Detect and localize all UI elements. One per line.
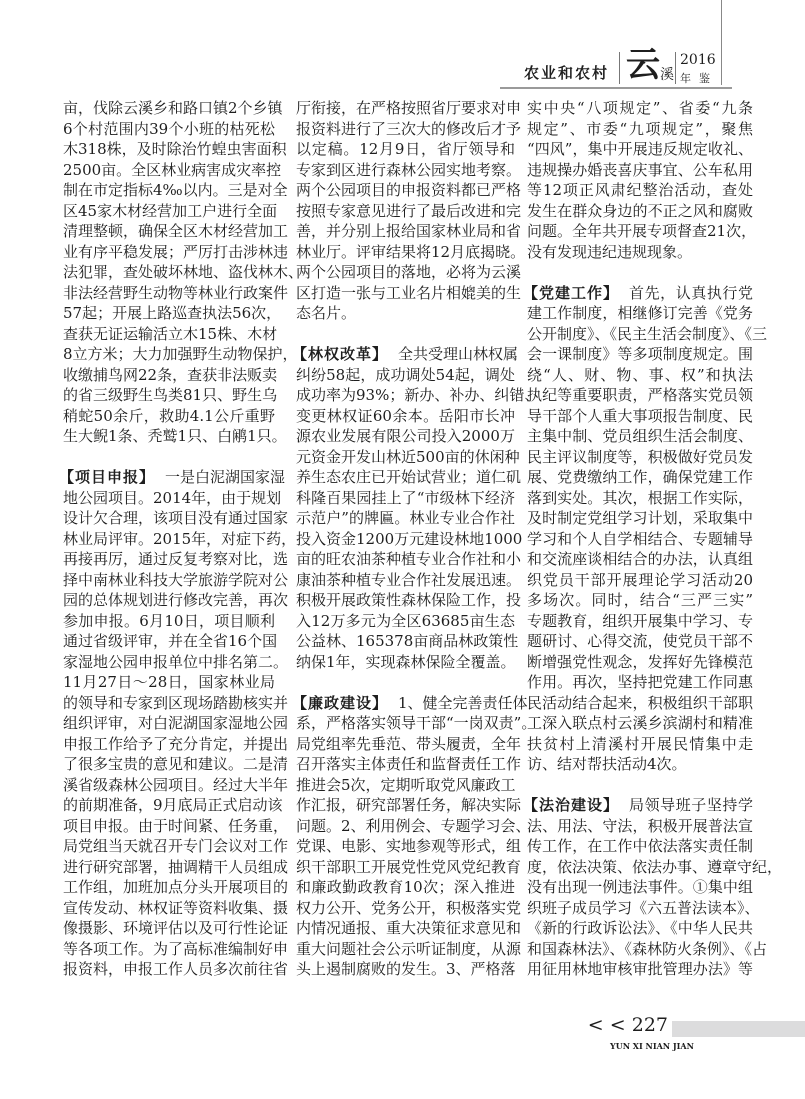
text-line [296, 406, 515, 427]
line-text: 度，依法决策、依法办事、遵章守纪， [527, 857, 783, 876]
text-line [296, 447, 520, 468]
text-line [63, 549, 289, 570]
text-line [296, 816, 531, 837]
section-heading: 【法治建设】 [523, 796, 620, 814]
line-text: 断增强党性观念，发挥好先锋模范 [527, 652, 753, 671]
text-line [527, 754, 753, 775]
text-line [63, 713, 289, 734]
line-text: 发生在群众身边的不正之风和腐败 [527, 201, 753, 220]
text-line [296, 713, 537, 734]
text-line [527, 508, 753, 529]
line-text: 家湿地公园申报单位中排名第二。 [63, 652, 289, 671]
line-text: 的前期准备，9月底局正式启动该 [63, 796, 283, 814]
line-text: 养生态农庄已开始试营业；道仁矶 [296, 468, 522, 486]
yearbook-year: 2016 [680, 52, 716, 68]
line-text: 积极开展政策性森林保险工作，投 [296, 591, 522, 609]
text-line [296, 467, 522, 488]
line-text: 的领导和专家到区现场踏勘核实并 [63, 693, 289, 712]
text-line [296, 877, 515, 898]
line-text: 设计欠合理，该项目没有通过国家 [63, 509, 289, 527]
text-line [296, 139, 515, 160]
line-text: 元资金开发山林近500亩的休闲种 [296, 447, 520, 466]
line-text: 违规操办婚丧喜庆事宜、公车私用 [527, 160, 753, 179]
text-line [527, 672, 753, 693]
text-line [296, 549, 522, 570]
line-text: 访、结对帮扶活动4次。 [527, 755, 687, 773]
text-line [527, 877, 753, 898]
paragraph [527, 98, 757, 262]
line-text: 像摄影、环境评估以及可行性论证 [63, 919, 289, 937]
paragraph [292, 693, 537, 980]
line-text: 了很多宝贵的意见和建议。二是清 [63, 755, 289, 773]
line-text: 溪省级森林公园项目。经过大半年 [63, 775, 289, 794]
line-text: 制在市定指标4‰以内。三是对全 [63, 181, 288, 199]
line-text: 没有发现违纪违规现象。 [527, 242, 693, 261]
line-text: 公益林、165378亩商品林政策性 [296, 632, 519, 650]
line-text: 主集中制、党员组织生活会制度、 [527, 427, 753, 445]
paragraph-gap [296, 324, 515, 345]
line-text: 清理整顿，确保全区木材经营加工 [63, 222, 289, 240]
text-line [59, 467, 286, 488]
line-text: 亩的旺农油茶种植专业合作社和小 [296, 550, 522, 568]
line-text: 进行研究部署，抽调精干人员组成 [63, 857, 289, 876]
line-text: 非法经营野生动物等林业行政案件 [63, 283, 289, 302]
line-text: 入12万多元为全区63685亩生态 [296, 611, 515, 630]
line-text: 两个公园项目的落地，必将为云溪 [296, 263, 522, 281]
line-text: 查获无证运输活立木15株、木材 [63, 324, 278, 343]
paragraph-gap [63, 447, 275, 468]
text-line [527, 426, 753, 447]
text-column-3 [523, 98, 783, 980]
line-text: 源农业发展有限公司投入2000万 [296, 427, 515, 445]
line-text: 区打造一张与工业名片相媲美的生 [296, 283, 522, 302]
text-line [63, 262, 304, 283]
line-text: 善，并分别上报给国家林业局和省 [296, 222, 522, 240]
text-line [296, 754, 522, 775]
line-text: 建工作制度，相继修订完善《党务 [527, 304, 753, 322]
footer-bar [672, 1021, 805, 1037]
line-text: 纳保1年，实现森林保险全覆盖。 [296, 652, 516, 671]
line-text: 民主评议制度等，积极做好党员发 [527, 447, 753, 466]
line-text: 落到实处。其次，根据工作实际， [527, 488, 753, 507]
text-line [527, 693, 753, 714]
text-line [63, 734, 289, 755]
line-text: 局党组率先垂范、带头履责，全年 [296, 734, 522, 753]
line-text: 两个公园项目的申报资料都已严格 [296, 181, 522, 199]
line-text: 区45家木材经营加工户进行全面 [63, 201, 278, 220]
line-text: 再接再厉，通过反复考察对比，选 [63, 550, 289, 568]
line-text: 重大问题社会公示听证制度，从源 [296, 939, 522, 958]
text-line [527, 488, 753, 509]
text-line [296, 939, 522, 960]
text-line [63, 836, 289, 857]
line-text: 局党组当天就召开专门会议对工作 [63, 837, 289, 855]
line-text: 导干部个人重大事项报告制度、民 [527, 406, 753, 425]
text-line [527, 611, 753, 632]
line-text: 报资料，申报工作人员多次前往省 [63, 960, 289, 978]
line-text: 项目申报。由于时间紧、任务重， [63, 816, 289, 835]
text-line [527, 160, 753, 181]
text-line [292, 693, 528, 714]
text-line [63, 693, 289, 714]
line-text: 专家到区进行森林公园实地考察。 [296, 160, 522, 179]
line-text: 2500亩。全区林业病害成灾率控 [63, 160, 282, 179]
line-text: 法犯罪，查处破坏林地、盗伐林木、 [63, 263, 304, 281]
text-line [63, 877, 289, 898]
line-text: 业有序平稳发展；严厉打击涉林违 [63, 242, 289, 261]
line-text: 多场次。同时，结合“三严三实” [527, 591, 753, 609]
line-text: 题研讨、心得交流，使党员干部不 [527, 632, 753, 650]
paragraph [292, 344, 540, 672]
line-text: 问题。2、利用例会、专题学习会、 [296, 816, 531, 835]
line-text: 纠纷58起，成功调处54起，调处 [296, 365, 515, 384]
line-text: 织干部职工开展党性党风党纪教育 [296, 857, 522, 876]
text-line [296, 529, 523, 550]
line-text: 专题教育，组织开展集中学习、专 [527, 611, 753, 630]
text-line [296, 590, 522, 611]
line-text: 以定稿。12月9日，省厅领导和 [296, 140, 515, 158]
text-line [63, 631, 278, 652]
line-text: 申报工作给予了充分肯定，并提出 [63, 734, 289, 753]
paragraph-gap [527, 262, 753, 283]
line-text: 全共受理山林权属 [398, 345, 519, 363]
yearbook-label: 年鉴 [680, 72, 718, 85]
text-line [63, 344, 298, 365]
page-arrows: < < [587, 1014, 626, 1036]
line-text: 织党员干部开展理论学习活动20 [527, 570, 753, 589]
text-line [527, 529, 753, 550]
text-line [296, 898, 522, 919]
line-text: 态名片。 [296, 304, 357, 322]
text-line [296, 160, 522, 181]
line-text: 变更林权证60余本。岳阳市长冲 [296, 406, 515, 425]
text-line [527, 836, 753, 857]
text-line [63, 898, 289, 919]
line-text: 择中南林业科技大学旅游学院对公 [63, 570, 289, 589]
line-text: 工作组，加班加点分头开展项目的 [63, 878, 289, 896]
text-line [527, 467, 753, 488]
text-line [527, 139, 753, 160]
line-text: 法、用法、守法，积极开展普法宣 [527, 816, 753, 835]
line-text: 地公园项目。2014年，由于规划 [63, 488, 282, 507]
line-text: 织班子成员学习《六五普法读本》、 [527, 898, 760, 917]
text-line [296, 611, 515, 632]
text-line [527, 98, 753, 119]
header-vertical-rule [721, 0, 722, 85]
line-text: 按照专家意见进行了最后改进和完 [296, 201, 522, 220]
line-text: 用征用林地审核审批管理办法》等 [527, 960, 753, 978]
text-line [296, 385, 540, 406]
text-line [527, 918, 753, 939]
text-line [527, 939, 768, 960]
line-text: 系，严格落实领导干部“一岗双责”。 [296, 714, 537, 732]
text-line [296, 221, 522, 242]
text-line [63, 508, 289, 529]
text-line [523, 283, 753, 304]
text-line [296, 262, 522, 283]
text-line [527, 365, 753, 386]
line-text: 1、健全完善责任体 [398, 693, 528, 712]
text-line [527, 549, 753, 570]
line-text: 公开制度》、《民主生活会制度》、《三 [527, 324, 768, 343]
line-text: 报资料进行了三次大的修改后才予 [296, 119, 522, 138]
text-line [296, 570, 522, 591]
text-column-1 [59, 98, 304, 980]
section-heading: 【林权改革】 [292, 345, 389, 363]
text-line [292, 344, 519, 365]
text-line [63, 816, 289, 837]
text-line [527, 344, 753, 365]
text-line [527, 652, 753, 673]
text-line [523, 795, 753, 816]
text-line [296, 795, 522, 816]
line-text: 扶贫村上清溪村开展民情集中走 [527, 734, 753, 753]
line-text: 和交流座谈相结合的办法，认真组 [527, 550, 753, 568]
text-line [63, 139, 287, 160]
line-text: 展、党费缴纳工作，确保党建工作 [527, 468, 753, 486]
line-text: 工深入联点村云溪乡滨湖村和精准 [527, 714, 753, 732]
line-text: 57起；开展上路巡查执法56次， [63, 304, 282, 322]
line-text: 生大鲵1条、秃鹫1只、白鹇1只。 [63, 427, 287, 445]
text-line [527, 324, 768, 345]
text-line [63, 652, 289, 673]
paragraph-gap [527, 775, 753, 796]
text-line [527, 631, 753, 652]
text-line [296, 918, 522, 939]
paragraph [523, 795, 783, 980]
text-line [296, 775, 515, 796]
text-line [63, 160, 282, 181]
line-text: 头上遏制腐败的发生。3、严格落 [296, 960, 516, 978]
line-text: 稍蛇50余斤，救助4.1公斤重野 [63, 406, 275, 425]
line-text: 内情况通报、重大决策征求意见和 [296, 919, 522, 937]
text-line [63, 365, 278, 386]
text-line [63, 201, 278, 222]
section-heading: 【党建工作】 [523, 283, 620, 302]
text-line [527, 221, 757, 242]
line-text: 民活动结合起来，积极组织干部职 [527, 693, 753, 712]
text-line [63, 119, 275, 140]
text-line [296, 180, 522, 201]
text-line [527, 857, 783, 878]
line-text: 投入资金1200万元建设林地1000 [296, 529, 523, 548]
line-text: 11月27日～28日，国家林业局 [63, 673, 275, 691]
line-text: 厅衔接，在严格按照省厅要求对申 [296, 99, 522, 117]
text-line [527, 242, 753, 263]
line-text: 会一课制度》等多项制度规定。围 [527, 345, 753, 363]
text-line [296, 857, 522, 878]
header-separator [619, 52, 620, 84]
line-text: 成功率为93%；新办、补办、纠错、 [296, 386, 540, 404]
line-text: 收缴捕鸟网22条，查获非法贩卖 [63, 365, 278, 384]
text-line [296, 959, 515, 980]
paragraph [523, 283, 768, 775]
line-text: 亩，伐除云溪乡和路口镇2个乡镇 [63, 99, 283, 117]
logo-sub-char: 溪 [660, 67, 674, 83]
text-line [296, 426, 515, 447]
footer-subtitle: YUN XI NIAN JIAN [610, 1041, 694, 1051]
line-text: 林业厅。评审结果将12月底揭晓。 [296, 242, 526, 261]
header-separator [675, 52, 676, 84]
line-text: 等12项正风肃纪整治活动，查处 [527, 181, 753, 199]
line-text: 8立方米；大力加强野生动物保护， [63, 345, 298, 363]
line-text: 及时制定党组学习计划，采取集中 [527, 509, 753, 527]
text-line [63, 303, 282, 324]
line-text: 宣传发动、林权证等资料收集、摄 [63, 898, 289, 917]
line-text: 科隆百果园挂上了“市级林下经济 [296, 488, 515, 507]
text-line [63, 529, 297, 550]
line-text: 康油茶种植专业合作社发展迅速。 [296, 570, 522, 589]
text-line [527, 180, 753, 201]
text-line [296, 365, 515, 386]
text-column-2 [292, 98, 540, 980]
page-number: 227 [631, 1014, 668, 1036]
text-line [63, 672, 275, 693]
line-text: 推进会5次，定期听取党风廉政工 [296, 775, 516, 794]
paragraph [63, 98, 304, 447]
page-number-block [588, 1014, 668, 1036]
text-line [527, 898, 760, 919]
line-text: 参加申报。6月10日，项目顺利 [63, 611, 275, 630]
text-line [63, 570, 289, 591]
section-title: 农业和农村 [524, 64, 610, 82]
text-line [527, 201, 753, 222]
line-text: 党课、电影、实地参观等形式，组 [296, 837, 522, 855]
line-text: 林业局评审。2015年，对症下药， [63, 529, 297, 548]
text-line [63, 180, 288, 201]
paragraph [296, 98, 526, 324]
text-line [63, 385, 278, 406]
header-rule [500, 87, 732, 89]
text-line [296, 242, 526, 263]
text-line [296, 836, 522, 857]
line-text: 和国森林法》、《森林防火条例》、《占 [527, 939, 768, 958]
text-line [527, 816, 753, 837]
text-line [527, 713, 753, 734]
text-line [296, 119, 522, 140]
text-line [63, 959, 289, 980]
line-text: 权力公开、党务公开，积极落实党 [296, 898, 522, 917]
line-text: 局领导班子坚持学 [629, 796, 753, 814]
text-line [63, 775, 289, 796]
logo-main-char: 云 [626, 45, 660, 85]
text-line [63, 283, 289, 304]
line-text: 实中央“八项规定”、省委“九条 [527, 99, 753, 117]
text-line [296, 98, 522, 119]
text-line [527, 734, 753, 755]
text-line [296, 303, 515, 324]
text-line [63, 857, 289, 878]
text-line [296, 631, 519, 652]
line-text: 通过省级评审，并在全省16个国 [63, 632, 278, 650]
text-line [63, 918, 289, 939]
line-text: 组织评审，对白泥湖国家湿地公园 [63, 714, 289, 732]
text-line [296, 508, 515, 529]
text-line [296, 488, 515, 509]
line-text: 等各项工作。为了高标准编制好申 [63, 939, 289, 958]
text-line [296, 734, 522, 755]
line-text: “四风”，集中开展违反规定收礼、 [527, 140, 753, 158]
text-line [63, 488, 282, 509]
line-text: 没有出现一例违法事件。①集中组 [527, 878, 753, 896]
text-line [63, 795, 283, 816]
paragraph [59, 467, 297, 980]
section-heading: 【廉政建设】 [292, 693, 389, 712]
line-text: 绕“人、财、物、事、权”和执法 [527, 365, 753, 384]
text-line [527, 570, 753, 591]
text-line [527, 406, 753, 427]
text-line [527, 959, 753, 980]
line-text: 和廉政勤政教育10次；深入推进 [296, 878, 515, 896]
text-line [527, 590, 753, 611]
text-line [63, 611, 275, 632]
text-line [527, 119, 753, 140]
text-line [296, 652, 515, 673]
text-line [63, 406, 275, 427]
text-line [527, 303, 753, 324]
line-text: 6个村范围内39个小班的枯死松 [63, 119, 275, 138]
text-line [296, 201, 522, 222]
line-text: 园的总体规划进行修改完善，再次 [63, 591, 289, 609]
text-line [63, 754, 289, 775]
line-text: 规定”、市委“九项规定”，聚焦 [527, 119, 753, 138]
text-line [63, 590, 289, 611]
line-text: 示范户”的牌匾。林业专业合作社 [296, 509, 515, 527]
text-line [296, 283, 522, 304]
line-text: 问题。全年共开展专项督查21次， [527, 222, 757, 240]
line-text: 《新的行政诉讼法》、《中华人民共 [527, 919, 753, 937]
text-line [527, 385, 753, 406]
line-text: 召开落实主体责任和监督责任工作 [296, 755, 522, 773]
line-text: 作汇报，研究部署任务，解决实际 [296, 796, 522, 814]
line-text: 传工作，在工作中依法落实责任制 [527, 837, 753, 855]
section-heading: 【项目申报】 [59, 468, 156, 486]
line-text: 作用。再次，坚持把党建工作同惠 [527, 673, 753, 691]
paragraph-gap [296, 672, 515, 693]
line-text: 一是白泥湖国家湿 [165, 468, 286, 486]
line-text: 首先，认真执行党 [629, 283, 753, 302]
text-line [63, 939, 289, 960]
text-line [63, 426, 287, 447]
text-line [63, 98, 283, 119]
text-line [63, 242, 289, 263]
text-line [527, 447, 753, 468]
line-text: 执纪等重要职责，严格落实党员领 [527, 386, 753, 404]
text-line [63, 221, 289, 242]
line-text: 的省三级野生鸟类81只、野生乌 [63, 386, 278, 404]
line-text: 木318株，及时除治竹蝗虫害面积 [63, 140, 287, 158]
line-text: 学习和个人自学相结合、专题辅导 [527, 529, 753, 548]
text-line [63, 324, 278, 345]
